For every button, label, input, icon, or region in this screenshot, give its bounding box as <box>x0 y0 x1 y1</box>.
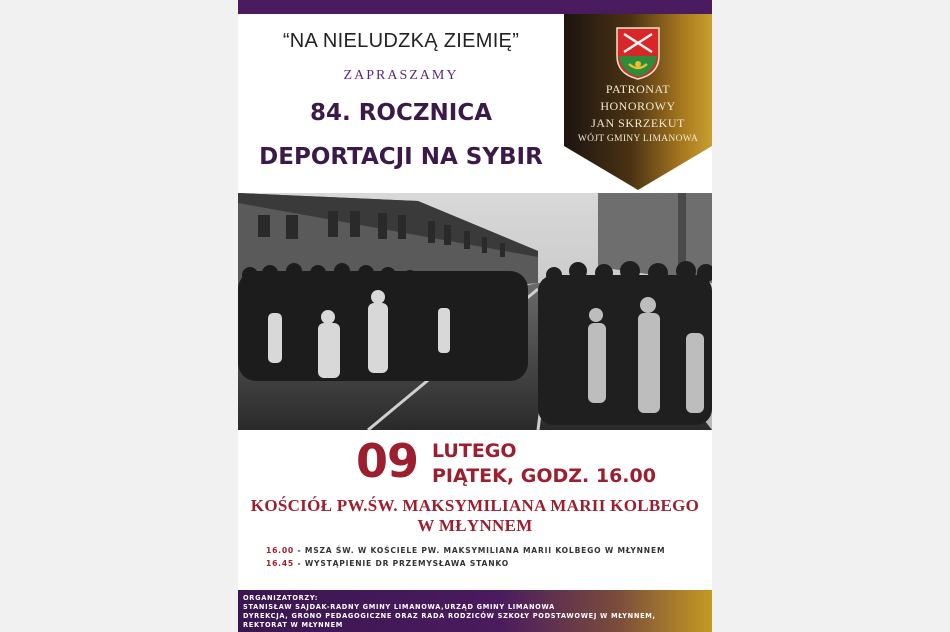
deportation-train-photo <box>238 193 712 430</box>
venue-line-2: W MŁYNNEM <box>417 516 533 535</box>
schedule-item <box>266 559 509 568</box>
top-color-bar <box>238 0 712 14</box>
schedule-time: 16.00 <box>266 546 295 555</box>
schedule-time: 16.45 <box>266 559 295 568</box>
headline-deportation: DEPORTACJI NA SYBIR <box>259 144 543 170</box>
patronage-banner <box>564 14 712 192</box>
event-day: 09 <box>356 434 419 488</box>
organizers-footer <box>238 590 712 632</box>
patronage-title: WÓJT GMINY LIMANOWA <box>577 134 699 144</box>
headline-anniversary: 84. ROCZNICA <box>309 100 493 126</box>
event-month: LUTEGO <box>432 440 517 462</box>
schedule-text: - WYSTĄPIENIE DR PRZEMYSŁAWA STANKO <box>294 559 509 568</box>
coat-of-arms-icon <box>615 26 661 80</box>
organizers-line-3: REKTORAT W MŁYNNEM <box>243 621 344 629</box>
patronage-line-2: HONOROWY <box>600 99 676 113</box>
patronage-name: JAN SKRZEKUT <box>591 116 685 130</box>
event-poster <box>238 0 712 632</box>
schedule-text: - MSZA ŚW. W KOŚCIELE PW. MAKSYMILIANA MARII KOLBEGO W MŁYNNEM <box>294 546 666 555</box>
invite-text: ZAPRASZAMY <box>343 68 459 83</box>
venue-line-1: KOŚCIÓŁ PW.ŚW. MAKSYMILIANA MARII KOLBEGO <box>250 496 700 515</box>
patronage-line-1: PATRONAT <box>605 82 671 96</box>
schedule-item <box>266 546 665 555</box>
event-weekday-time: PIĄTEK, GODZ. 16.00 <box>432 465 656 487</box>
organizers-label: ORGANIZATORZY: <box>243 594 319 602</box>
photo-illustration <box>238 193 712 430</box>
organizers-line-2: DYREKCJA, GRONO PEDAGOGICZNE ORAZ RADA RODZICÓW SZKOŁY PODSTAWOWEJ W MŁYNNEM, <box>243 612 656 620</box>
organizers-line-1: STANISŁAW SAJDAK-RADNY GMINY LIMANOWA,URZĄD GMINY LIMANOWA <box>243 603 555 611</box>
poster-quote: “NA NIELUDZKĄ ZIEMIĘ” <box>282 30 520 52</box>
